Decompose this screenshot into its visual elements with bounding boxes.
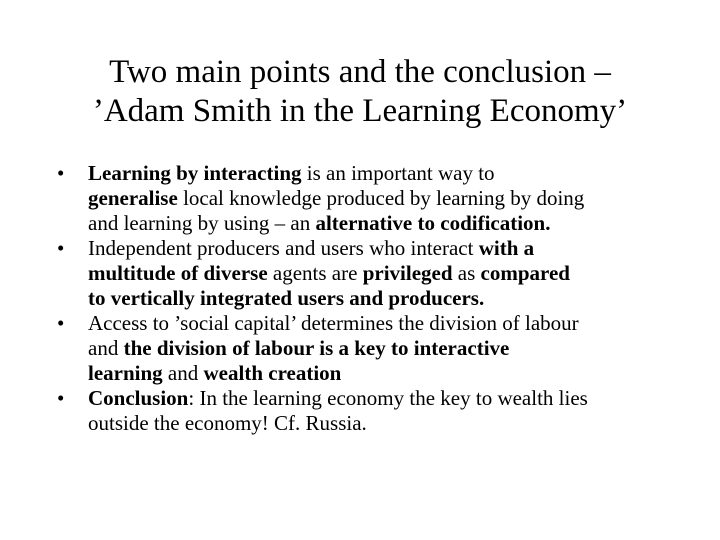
bullet-dot-icon: •: [57, 161, 65, 185]
bullet-item: [56, 236, 676, 311]
bold-text: generalise: [88, 186, 178, 210]
bold-text: Conclusion: [88, 386, 189, 410]
body-text: agents are: [267, 261, 363, 285]
bullet-list: [56, 161, 676, 436]
bold-text: compared: [480, 261, 570, 285]
bullet-dot-icon: •: [57, 386, 65, 410]
slide-title: [40, 53, 680, 131]
bullet-item: [56, 311, 676, 386]
bullet-line: [88, 311, 676, 336]
bullet-line: [88, 211, 676, 236]
body-text: and: [162, 361, 204, 385]
bullet-line: [88, 336, 676, 361]
bullet-line: [88, 236, 676, 261]
body-text: Access to ’social capital’ determines the division of labour: [88, 311, 579, 335]
bold-text: the division of labour is a key to interactive: [123, 336, 510, 360]
bullet-line: [88, 411, 676, 436]
slide-title-line: Two main points and the conclusion –: [109, 54, 611, 90]
body-text: and: [88, 336, 124, 360]
bold-text: multitude of diverse: [88, 261, 268, 285]
bullet-line: [88, 186, 676, 211]
body-text: : In the learning economy the key to wealth lies: [188, 386, 588, 410]
bullet-item: [56, 386, 676, 436]
body-text: Independent producers and users who interact: [88, 236, 479, 260]
bold-text: wealth creation: [203, 361, 342, 385]
bold-text: with a: [478, 236, 535, 260]
bullet-dot-icon: •: [57, 311, 65, 335]
bullet-line: [88, 286, 676, 311]
body-text: local knowledge produced by learning by doing: [177, 186, 585, 210]
bold-text: Learning by interacting: [88, 161, 302, 185]
bullet-item: [56, 161, 676, 236]
bullet-line: [88, 386, 676, 411]
bullet-line: [88, 161, 676, 186]
body-text: outside the economy! Cf. Russia.: [88, 411, 367, 435]
bold-text: alternative to codification.: [315, 211, 551, 235]
bold-text: learning: [88, 361, 163, 385]
bullet-dot-icon: •: [57, 236, 65, 260]
bold-text: privileged: [362, 261, 453, 285]
body-text: as: [452, 261, 481, 285]
bullet-line: [88, 361, 676, 386]
body-text: and learning by using – an: [88, 211, 316, 235]
slide-title-line: ’Adam Smith in the Learning Economy’: [92, 93, 628, 129]
bullet-line: [88, 261, 676, 286]
bold-text: to vertically integrated users and producers.: [88, 286, 485, 310]
body-text: is an important way to: [301, 161, 495, 185]
